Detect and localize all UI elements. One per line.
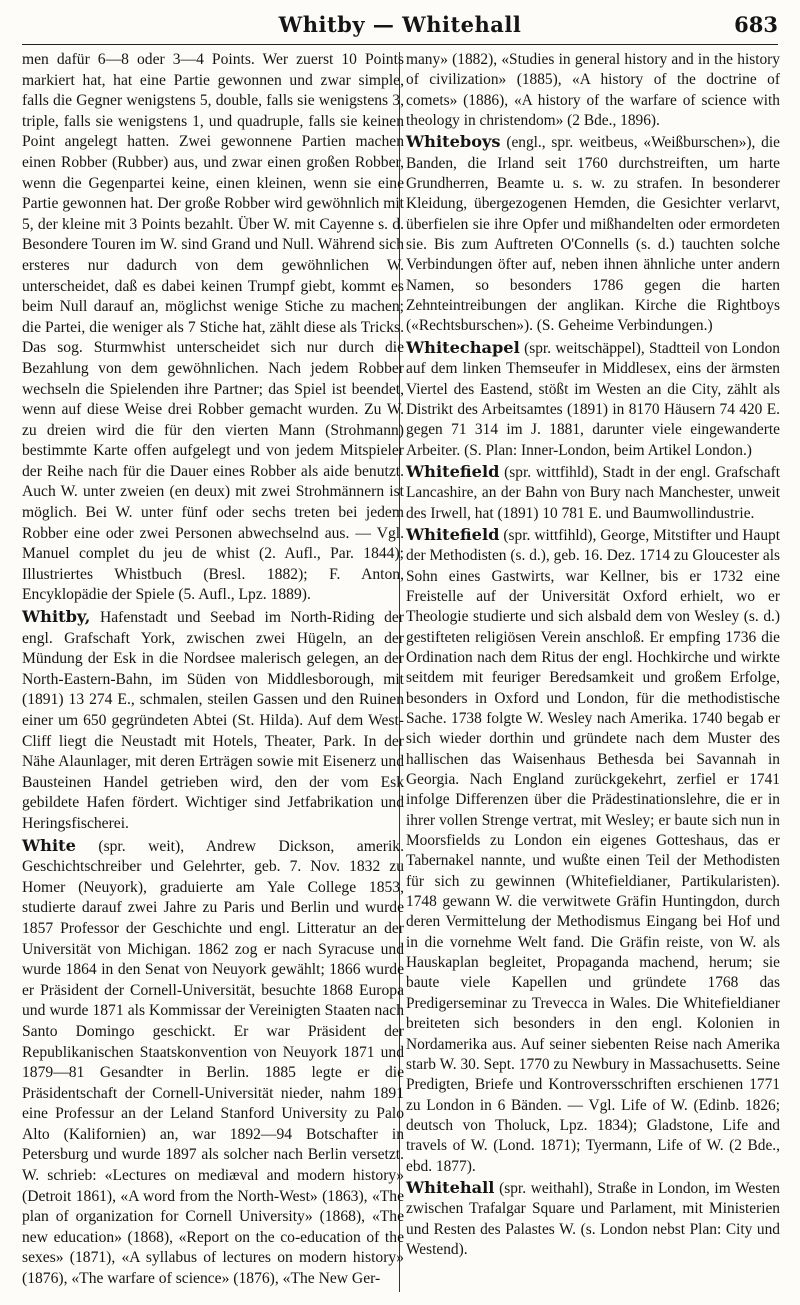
entry-text: Hafenstadt und Seebad im North-Riding der engl. Grafschaft York, zwischen zwei Hügeln, an der Mündung der Esk in die Nordsee malerisch gelegen, an der North-Eastern-Bahn, im Süden von Middlesborough, mit (1891) 13 274 E., schmalen, steilen Gassen und den Ruinen einer um 650 gegründeten Abtei (St. Hilda). Auf dem West-Cliff liegt die Neustadt mit Hotels, Theater, Park. In der Nähe Alaunlager, mit deren Erträgen sowie mit Eisenerz und Bausteinen Handel getrieben wird, den der vom Esk gebildete Hafen fördert. Wichtiger sind Jetfabrikation und Heringsfischerei. xyxy=(22,609,404,832)
entry-whitby xyxy=(22,607,404,835)
entry-whitefield-town xyxy=(406,462,780,524)
headword: Whitefield xyxy=(406,524,500,544)
entry-white xyxy=(22,836,404,1290)
entry-continuation xyxy=(406,50,780,131)
entry-text: (spr. wittfihld), Stadt in der engl. Grafschaft Lancashire, an der Bahn von Bury nach Manchester, unweit des Irwell, hat (1891) 10 781 E. und Baumwollindustrie. xyxy=(406,463,780,522)
entry-text: men dafür 6—8 oder 3—4 Points. Wer zuerst 10 Points markiert hat, hat eine Partie gewonnen und zwar simple, falls die Gegner wenigstens 5, double, falls sie wenigstens 3, triple, falls sie wenigstens 1, und quadruple, falls sie keinen Point angelegt hatten. Zwei gewonnene Partien machen einen Robber (Rubber) aus, und zwar einen großen Robber, wenn die Gegenpartei keine, einen kleinen, wenn sie eine Partie gewonnen hat. Der große Robber wird gewöhnlich mit 5, der kleine mit 3 Points bezahlt. Über W. mit Cayenne s. d. Besondere Touren im W. sind Grand und Null. Während sich ersteres nur dadurch von dem gewöhnlichen W. unterscheidet, daß es dabei keinen Trumpf giebt, kommt es beim Null darauf an, möglichst wenige Stiche zu machen; die Partei, die weniger als 7 Stiche hat, zählt diese als Tricks. Das sog. Sturmwhist unterscheidet sich nur durch die Bezahlung von dem gewöhnlichen. Nach jedem Robber wechseln die Spielenden ihre Partner; das Spiel ist beendet, wenn auf diese Weise drei Robber gemacht wurden. Zu W. zu dreien wird die für den vierten Mann (Strohmann) bestimmte Karte offen aufgelegt und von jedem Mitspieler der Reihe nach für die Dauer eines Robber als aide benutzt. Auch W. unter zweien (en deux) mit zwei Strohmännern ist möglich. Bei W. unter fünf oder sechs treten bei jedem Robber eine oder zwei Personen abwechselnd aus. — Vgl. Manuel complet du jeu de whist (2. Aufl., Par. 1844); Illustriertes Whistbuch (Bresl. 1882); F. Anton, Encyklopädie der Spiele (5. Aufl., Lpz. 1889). xyxy=(22,51,404,604)
page-header xyxy=(22,6,778,45)
right-column xyxy=(406,50,780,1260)
headword: Whiteboys xyxy=(406,132,501,152)
entry-text: many» (1882), «Studies in general history and in the history of civilization» (1885), «A history of the doctrine of comets» (1886), «A history of the warfare of science with theology in christendom» (2 Bde., 1896). xyxy=(406,51,780,130)
headword: Whitby, xyxy=(22,607,91,627)
left-column xyxy=(22,50,404,1290)
entry-continuation xyxy=(22,50,404,606)
entry-text: (spr. weithahl), Straße in London, im Westen zwischen Trafalgar Square und Parlament, mit Ministerien und Resten des Palastes W. (s. London nebst Plan: City und Westend). xyxy=(406,1179,780,1258)
headword: Whitehall xyxy=(406,1177,495,1197)
page-number: 683 xyxy=(734,12,778,37)
running-title: Whitby — Whitehall xyxy=(278,12,522,37)
headword: White xyxy=(22,835,76,855)
entry-text: (spr. wittfihld), George, Mitstifter und Haupt der Methodisten (s. d.), geb. 16. Dez. 1714 zu Gloucester als Sohn eines Gastwirts, war Kellner, bis er 1732 eine Freistelle auf der Universität Oxford erhielt, wo er Theologie studierte und sich alsbald dem von Wesley (s. d.) gestifteten religiösen Verein anschloß. Er empfing 1736 die Ordination nach dem Ritus der engl. Hochkirche und wirkte seitdem mit feuriger Beredsamkeit und großem Erfolge, besonders in Oxford und London, für die methodistische Sache. 1738 folgte W. Wesley nach Amerika. 1740 begab er sich wieder dorthin und gründete nach dem Muster des hallischen das Waisenhaus Bethesda bei Savannah in Georgia. Nach England zurückgekehrt, zerfiel er 1741 infolge Differenzen über die Prädestinationslehre, die er in ihrer vollen Strenge vertrat, mit Wesley; er baute sich nun in Moorsfields zu London ein eigenes Gotteshaus, das er Tabernakel nannte, und wußte einen Teil der Methodisten für sich zu gewinnen (Whitefieldianer, Partikularisten). 1748 gewann W. die verwitwete Gräfin Huntingdon, durch deren Vermittelung der Methodismus Eingang bei Hof und in die vornehme Welt fand. Die Gräfin reiste, von W. als Hauskaplan begleitet, Propaganda machend, herum; sie baute viele Kapellen und gründete 1768 das Predigerseminar zu Trevecca in Wales. Die Whitefieldianer breiteten sich besonders in den engl. Kolonien in Nordamerika aus. Auf seiner siebenten Reise nach Amerika starb W. 30. Sept. 1770 zu Newbury in Massachusetts. Seine Predigten, Briefe und Kontroversschriften erschienen 1771 zu London in 6 Bänden. — Vgl. Life of W. (Edinb. 1826; deutsch von Tholuck, Lpz. 1834); Gladstone, Life and travels of W. (Lond. 1871); Tyermann, Life of W. (2 Bde., ebd. 1877). xyxy=(406,526,780,1175)
entry-whiteboys xyxy=(406,132,780,336)
entry-whitehall xyxy=(406,1178,780,1260)
entry-text: (engl., spr. weitbeus, «Weißburschen»), die Banden, die Irland seit 1760 durchstreiften, um harte Grundherren, Beamte u. s. w. zu strafen. In besonderer Kleidung, übergezogenen Hemden, die Gesichter verlarvt, überfielen sie ihre Opfer und mißhandelten oder ermordeten sie. Bis zum Auftreten O'Connells (s. d.) tauchten solche Verbindungen öfter auf, neben ihnen ähnliche unter andern Namen, so besonders 1786 gegen die harten Zehnteintreibungen der anglikan. Kirche die Rightboys («Rechtsburschen»). (S. Geheime Verbindungen.) xyxy=(406,134,780,335)
headword: Whitefield xyxy=(406,461,500,481)
entry-whitechapel xyxy=(406,338,780,461)
headword: Whitechapel xyxy=(406,337,520,357)
entry-text: (spr. weit), Andrew Dickson, amerik. Geschichtschreiber und Gelehrter, geb. 7. Nov. 1832 zu Homer (Neuyork), graduierte am Yale College 1853, studierte darauf zwei Jahre zu Paris und Berlin und wurde 1857 Professor der Geschichte und engl. Litteratur an der Universität von Michigan. 1862 zog er nach Syracuse und wurde 1864 in den Senat von Neuyork gewählt; 1866 wurde er Präsident der Cornell-Universität, besuchte 1868 Europa und wurde 1871 als Kommissar der Vereinigten Staaten nach Santo Domingo geschickt. Er war Präsident der Republikanischen Staatskonvention von Neuyork 1871 und 1879—81 Gesandter in Berlin. 1885 legte er die Präsidentschaft der Cornell-Universität nieder, nahm 1891 eine Professur an der Leland Stanford University zu Palo Alto (Kalifornien) an, war 1892—94 Botschafter in Petersburg und wurde 1897 als solcher nach Berlin versetzt. W. schrieb: «Lectures on mediæval and modern history» (Detroit 1861), «A word from the North-West» (1863), «The plan of organization for Cornell University» (1868), «The new education» (1868), «Report on the co-education of the sexes» (1871), «A syllabus of lectures on modern history» (1876), «The warfare of science» (1876), «The New Ger- xyxy=(22,837,404,1288)
entry-text: (spr. weitschäppel), Stadtteil von London auf dem linken Themseufer in Middlesex, eins der ärmsten Viertel des Eastend, stößt im Westen an die City, zählt als Distrikt des Arbeitsamtes (1891) in 8170 Häusern 74 420 E. gegen 71 314 im J. 1881, darunter viele eingewanderte Arbeiter. (S. Plan: Inner-London, beim Artikel London.) xyxy=(406,339,780,459)
entry-whitefield-george xyxy=(406,525,780,1177)
